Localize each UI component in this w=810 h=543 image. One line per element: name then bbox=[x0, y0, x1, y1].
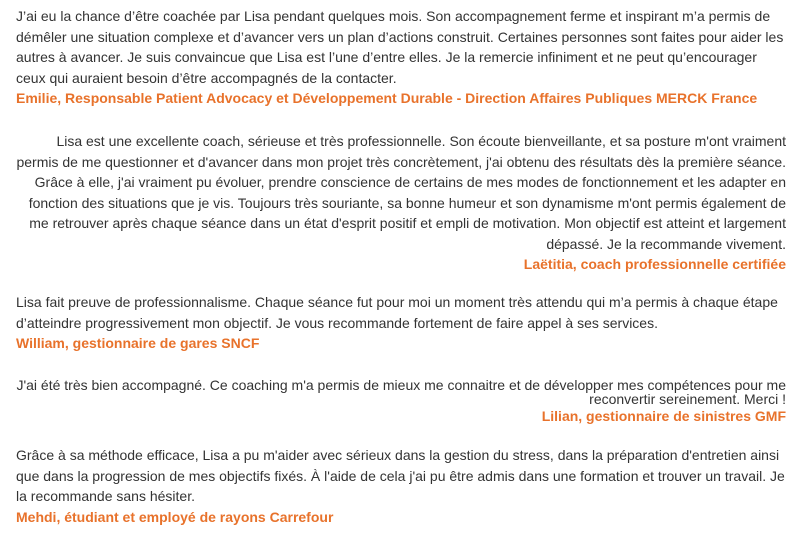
testimonial-author: William, gestionnaire de gares SNCF bbox=[16, 335, 260, 351]
testimonial-author: Emilie, Responsable Patient Advocacy et Développement Durable - Direction Affaires Publiques MERCK France bbox=[16, 90, 758, 106]
testimonial-laetitia bbox=[16, 131, 786, 274]
testimonial-text: Lisa est une excellente coach, sérieuse et très professionnelle. Son écoute bienveillante, et sa posture m'ont vraiment permis de me questionner et d'avancer dans mon projet très concrètement, j'ai obtenu des résultats dès la première séance. Grâce à elle, j'ai vraiment pu évoluer, prendre conscience de certains de mes modes de fonctionnement et les adapter en fonction des situations que je vis. Toujours très souriante, sa bonne humeur et son dynamisme m'ont permis également de me retrouver après chaque séance dans un état d'esprit positif et empli de motivation. Mon objectif est atteint et largement dépassé. Je la recommande vivement. bbox=[16, 133, 786, 252]
testimonial-william bbox=[16, 292, 786, 353]
testimonial-text: J'ai été très bien accompagné. Ce coaching m'a permis de mieux me connaitre et de développer mes compétences pour me reconvertir sereinement. Merci ! bbox=[16, 377, 786, 407]
testimonial-text: Lisa fait preuve de professionnalisme. Chaque séance fut pour moi un moment très attendu qui m’a permis à chaque étape d’atteindre progressivement mon objectif. Je vous recommande fortement de faire appel à ses services. bbox=[16, 294, 778, 331]
testimonial-author: Lilian, gestionnaire de sinistres GMF bbox=[541, 408, 786, 424]
testimonial-lilian bbox=[16, 378, 786, 426]
testimonial-author: Laëtitia, coach professionnelle certifiée bbox=[523, 256, 786, 272]
testimonial-text: J’ai eu la chance d’être coachée par Lisa pendant quelques mois. Son accompagnement ferme et inspirant m’a permis de démêler une situation complexe et d’avancer vers un plan d’actions construit. Certaines personnes sont faites pour aider les autres à avancer. Je suis convaincue que Lisa est l’une d’entre elles. Je la remercie infiniment et ne peut qu’encourager ceux qui auraient besoin d’être accompagnés de la contacter. bbox=[16, 8, 784, 86]
testimonial-text: Grâce à sa méthode efficace, Lisa a pu m'aider avec sérieux dans la gestion du stress, dans la préparation d'entretien ainsi que dans la progression de mes objectifs fixés. À l'aide de cela j'ai pu être admis dans une formation et trouver un travail. Je la recommande sans hésiter. bbox=[16, 447, 785, 504]
testimonial-author: Mehdi, étudiant et employé de rayons Carrefour bbox=[16, 508, 334, 525]
testimonial-emilie bbox=[16, 6, 786, 108]
testimonial-mehdi bbox=[16, 445, 786, 527]
